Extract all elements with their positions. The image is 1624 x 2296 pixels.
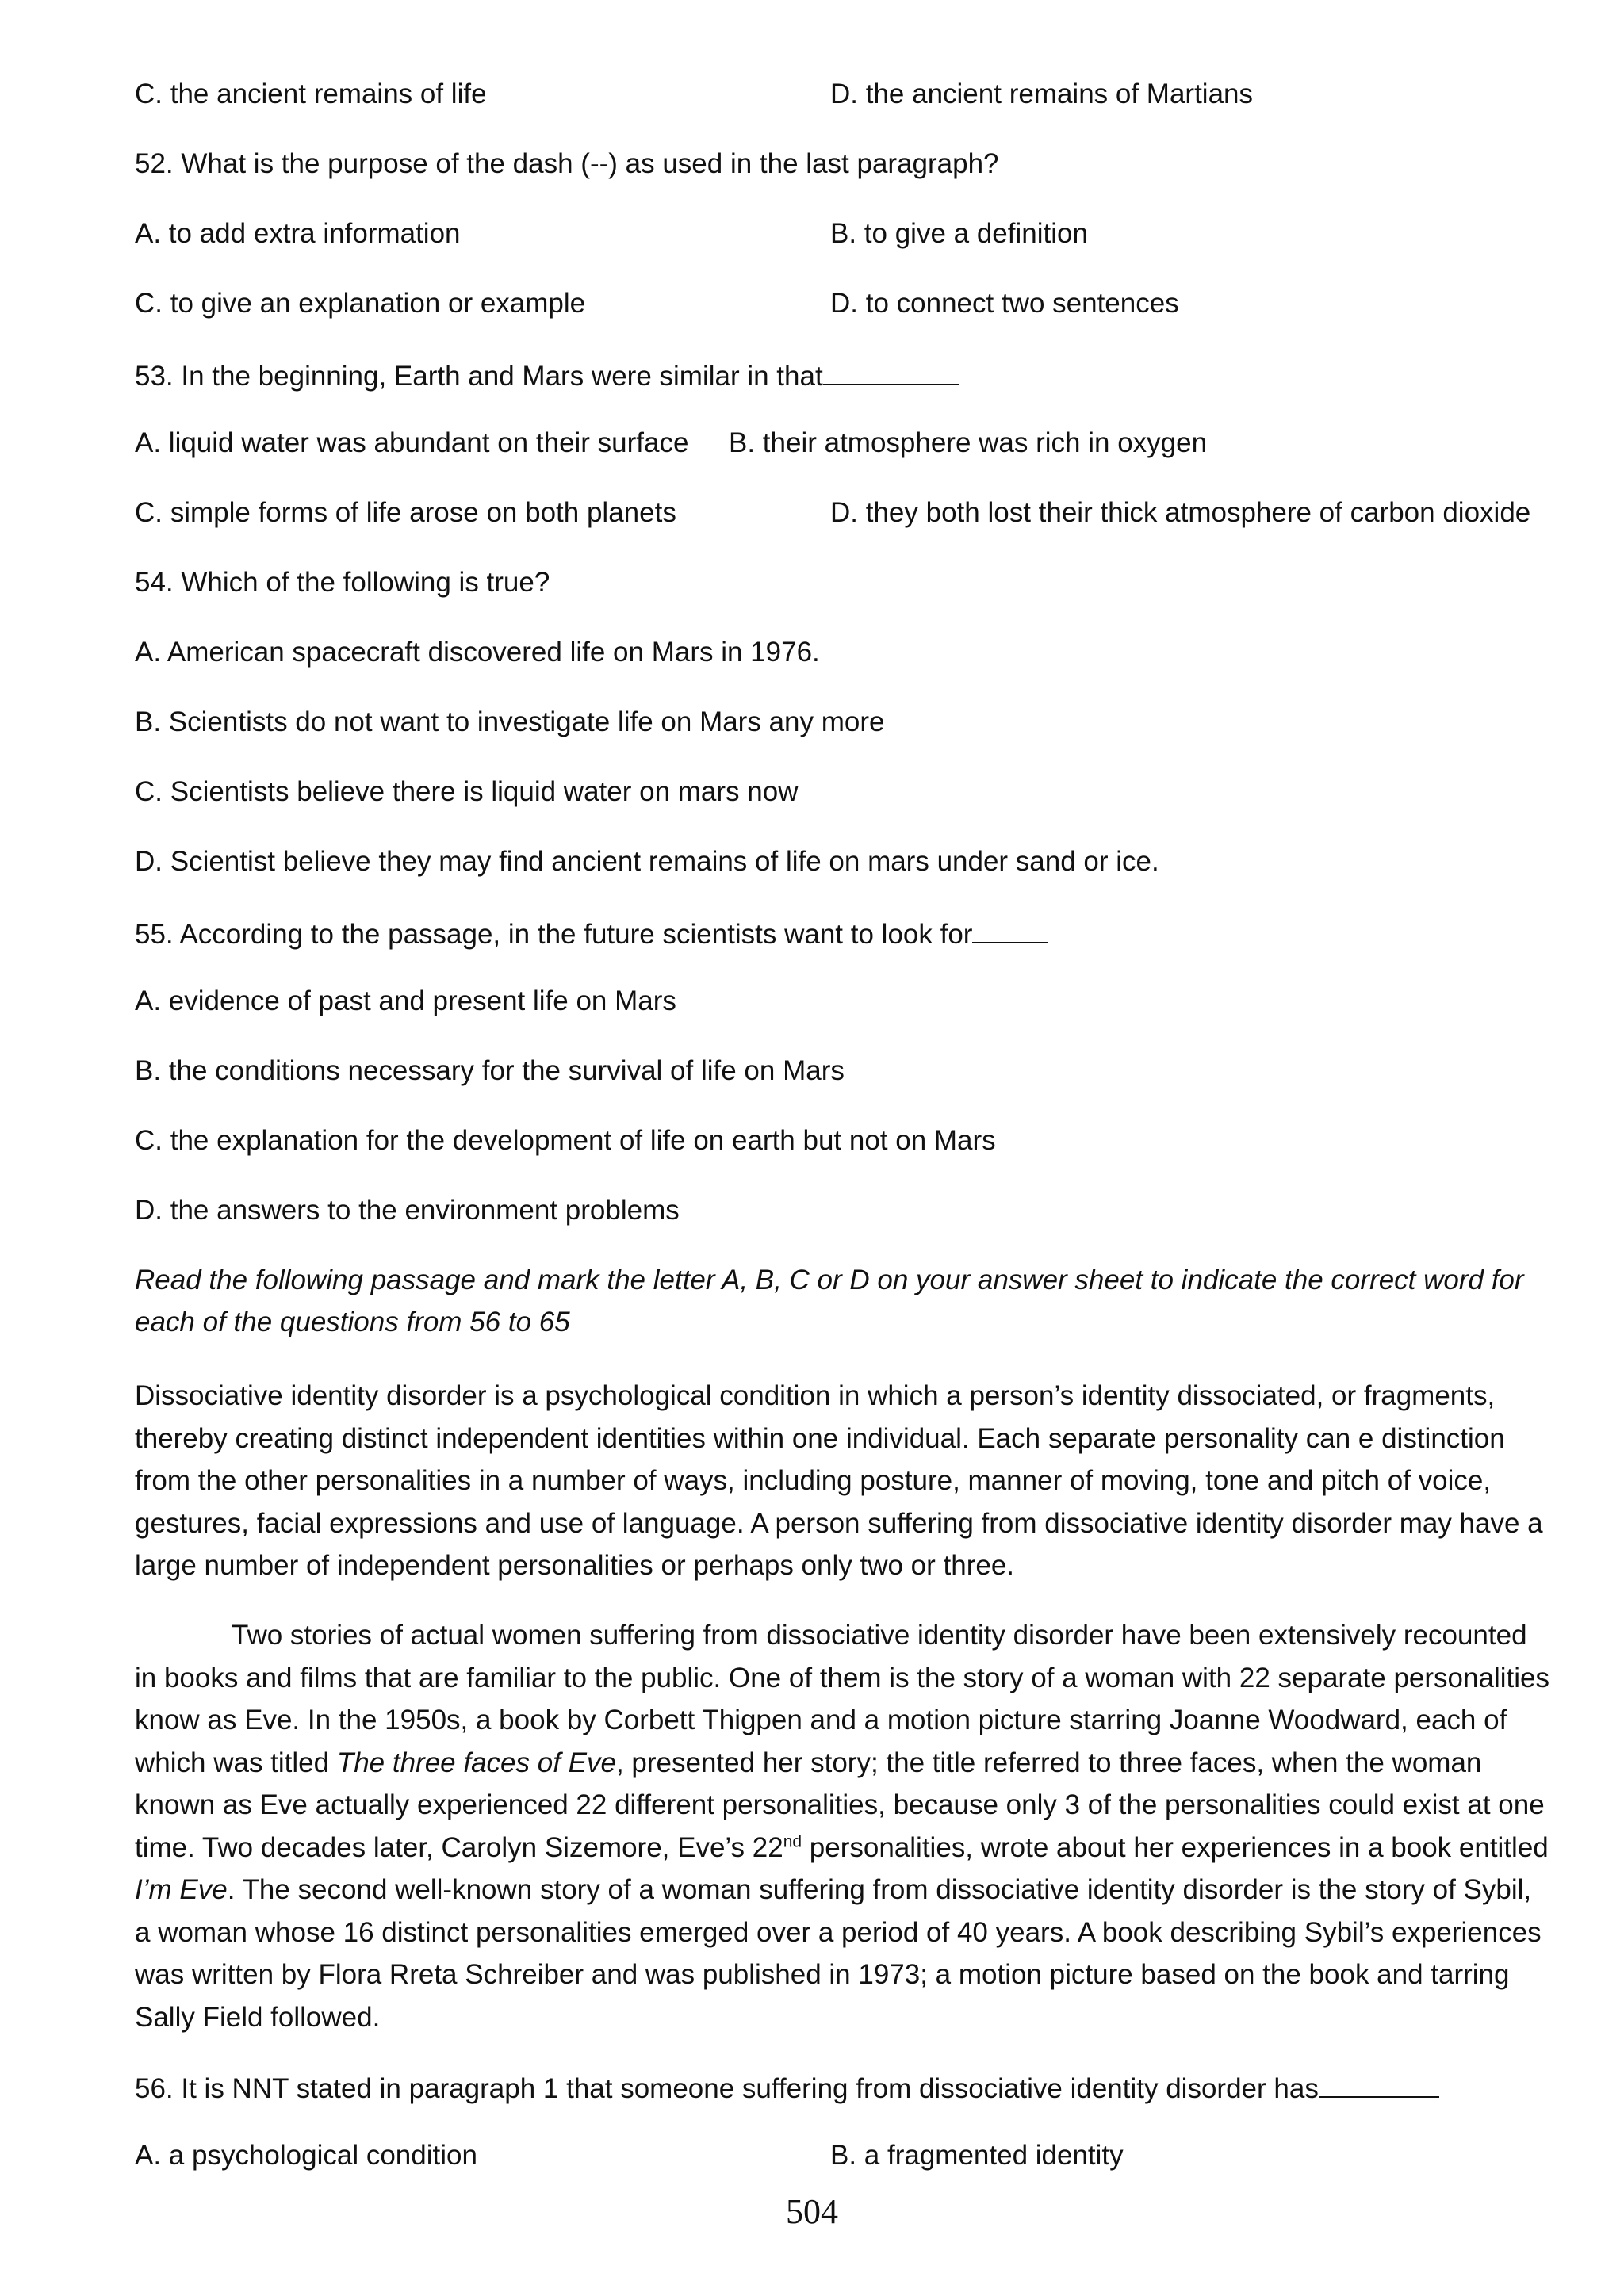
answer-blank [1319, 2064, 1439, 2098]
book-title: The three faces of Eve [336, 1747, 616, 1778]
passage-paragraph-2: Two stories of actual women suffering from dissociative identity disorder have been extensively recounted in books and films that are familiar to the public. One of them is the story of a woman with 22 separate personalities know as Eve. In the 1950s, a book by Corbett Thigpen and a motion picture starring Joanne Woodward, each of which was titled The three faces of Eve, presented her story; the title referred to three faces, when the woman known as Eve actually experienced 22 different personalities, because only 3 of the personalities could exist at one time. Two decades later, Carolyn Sizemore, Eve’s 22nd personalities, wrote about her experiences in a book entitled I’m Eve. The second well-known story of a woman suffering from dissociative identity disorder is the story of Sybil, a woman whose 16 distinct personalities emerged over a period of 40 years. A book describing Sybil’s experiences was written by Flora Rreta Schreiber and was published in 1973; a motion picture based on the book and tarring Sally Field followed. [135, 1620, 1549, 2033]
q51-option-c: C. the ancient remains of life [135, 78, 487, 109]
answer-blank [823, 352, 959, 385]
q53-option-b: B. their atmosphere was rich in oxygen [729, 427, 1208, 458]
q53-option-a: A. liquid water was abundant on their surface [135, 427, 689, 458]
q54-option-d: D. Scientist believe they may find ancient remains of life on mars under sand or ice. [135, 846, 1159, 877]
ordinal-suffix: nd [783, 1831, 802, 1850]
q51-option-d: D. the ancient remains of Martians [830, 78, 1254, 109]
q56-stem-line [135, 2064, 1439, 2110]
q56-stem: 56. It is NNT stated in paragraph 1 that someone suffering from dissociative identity disorder has [135, 2073, 1319, 2104]
q53-stem-line [135, 352, 959, 397]
answer-blank [972, 910, 1048, 943]
q52-option-d: D. to connect two sentences [830, 288, 1179, 319]
q55-option-a: A. evidence of past and present life on Mars [135, 985, 676, 1016]
page-number: 504 [786, 2192, 838, 2231]
q52-stem: 52. What is the purpose of the dash (--) as used in the last paragraph? [135, 148, 999, 179]
q54-stem: 54. Which of the following is true? [135, 567, 550, 598]
q52-option-b: B. to give a definition [830, 218, 1088, 249]
q52-option-c: C. to give an explanation or example [135, 288, 586, 319]
q54-option-a: A. American spacecraft discovered life on Mars in 1976. [135, 637, 820, 668]
q53-option-c: C. simple forms of life arose on both planets [135, 497, 676, 528]
q55-stem: 55. According to the passage, in the future scientists want to look for [135, 919, 973, 950]
passage-paragraph-1: Dissociative identity disorder is a psychological condition in which a person’s identity dissociated, or fragments, thereby creating distinct independent identities within one individual. Each separate personality can e distinction from the other personalities in a number of ways, including posture, manner of moving, tone and pitch of voice, gestures, facial expressions and use of language. A person suffering from dissociative identity disorder may have a large number of independent personalities or perhaps only two or three. [135, 1380, 1543, 1581]
q53-stem: 53. In the beginning, Earth and Mars were similar in that [135, 361, 823, 392]
q56-option-b: B. a fragmented identity [830, 2140, 1124, 2171]
q54-option-b: B. Scientists do not want to investigate life on Mars any more [135, 706, 885, 737]
q54-option-c: C. Scientists believe there is liquid water on mars now [135, 776, 799, 807]
reading-instruction: Read the following passage and mark the letter A, B, C or D on your answer sheet to indicate the correct word for each of the questions from 56 to 65 [135, 1265, 1524, 1337]
q55-option-b: B. the conditions necessary for the survival of life on Mars [135, 1055, 845, 1086]
q52-option-a: A. to add extra information [135, 218, 461, 249]
q55-stem-line [135, 910, 1048, 955]
q56-option-a: A. a psychological condition [135, 2140, 477, 2171]
q55-option-d: D. the answers to the environment problems [135, 1195, 680, 1226]
q55-option-c: C. the explanation for the development of life on earth but not on Mars [135, 1125, 996, 1156]
q53-option-d: D. they both lost their thick atmosphere of carbon dioxide [830, 497, 1531, 528]
book-title: I’m Eve [135, 1874, 228, 1905]
